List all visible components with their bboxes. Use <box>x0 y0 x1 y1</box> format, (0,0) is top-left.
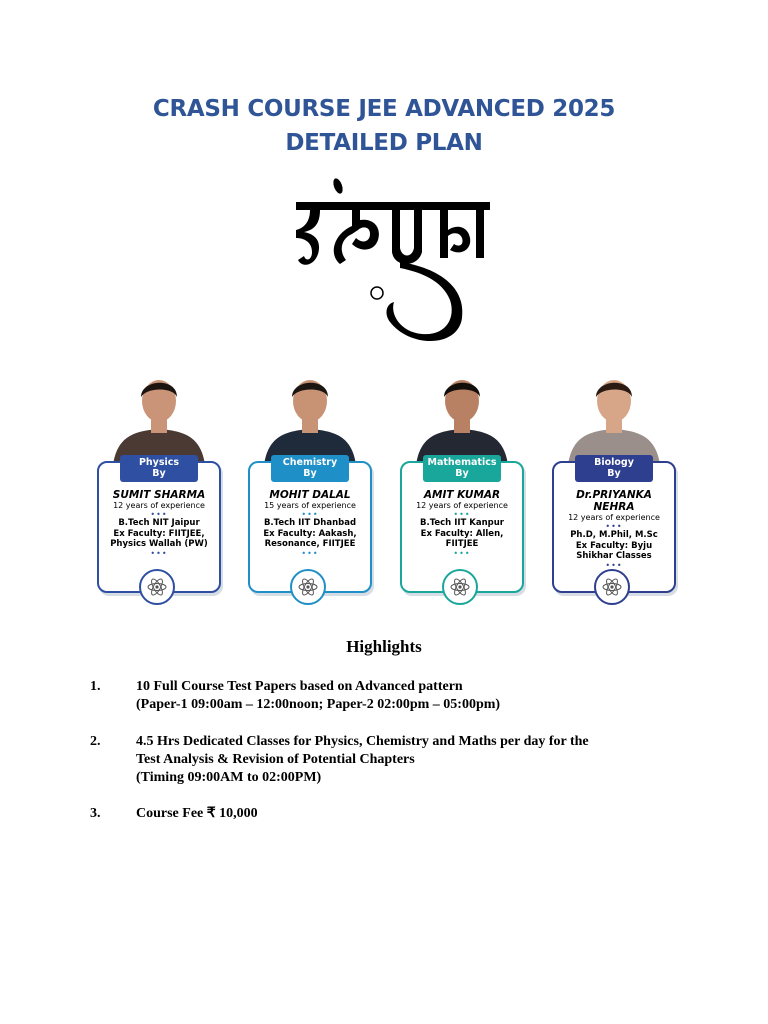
subject-by: By <box>152 468 166 479</box>
faculty-qualification-3: Resonance, FIITJEE <box>264 539 356 549</box>
faculty-photo <box>103 365 215 465</box>
subject-by: By <box>303 468 317 479</box>
page-title: CRASH COURSE JEE ADVANCED 2025 <box>152 96 616 122</box>
subject-tag <box>120 455 198 482</box>
subject-label: Mathematics <box>427 457 497 468</box>
faculty-experience: 12 years of experience <box>416 501 508 510</box>
separator-dots: ••• <box>453 510 471 519</box>
faculty-experience: 12 years of experience <box>568 513 660 522</box>
separator-dots: ••• <box>301 510 319 519</box>
subject-label: Chemistry <box>282 457 338 468</box>
highlights-heading: Highlights <box>346 637 422 656</box>
sankalp-logo <box>290 172 500 352</box>
faculty-name: Dr.PRIYANKA NEHRA <box>576 489 652 513</box>
subject-tag <box>575 455 653 482</box>
subject-label: Physics <box>138 457 180 468</box>
separator-dots: ••• <box>150 548 168 558</box>
atom-icon <box>290 569 326 605</box>
faculty-qualification-1: Ph.D, M.Phil, M.Sc <box>570 530 658 540</box>
list-text: (Timing 09:00AM to 02:00PM) <box>136 770 322 785</box>
separator-dots: ••• <box>605 522 623 531</box>
faculty-qualification-1: B.Tech IIT Dhanbad <box>263 518 357 528</box>
separator-dots: ••• <box>605 560 623 570</box>
separator-dots: ••• <box>453 548 471 558</box>
subject-tag <box>423 455 501 482</box>
separator-dots: ••• <box>301 548 319 558</box>
atom-icon <box>139 569 175 605</box>
list-text: Course Fee ₹ 10,000 <box>136 806 258 821</box>
subject-by: By <box>607 468 621 479</box>
faculty-qualification-1: B.Tech NIT Jaipur <box>118 518 200 528</box>
faculty-experience: 12 years of experience <box>113 501 205 510</box>
list-text: 10 Full Course Test Papers based on Advanced pattern <box>136 679 463 694</box>
list-text: Test Analysis & Revision of Potential Chapters <box>136 752 415 767</box>
faculty-card-mathematics <box>400 365 524 605</box>
faculty-qualification-2: Ex Faculty: Allen, <box>420 528 504 539</box>
faculty-qualification-2: Ex Faculty: FIITJEE, <box>113 528 205 539</box>
faculty-card-chemistry <box>248 365 372 605</box>
faculty-photo <box>406 365 518 465</box>
list-text: (Paper-1 09:00am – 12:00noon; Paper-2 02:00pm – 05:00pm) <box>136 697 501 712</box>
separator-dots: ••• <box>150 510 168 519</box>
subject-by: By <box>455 468 469 479</box>
faculty-qualification-3: FIITJEE <box>445 539 479 549</box>
list-number: 2. <box>90 734 101 749</box>
subject-label: Biology <box>594 457 634 468</box>
faculty-qualification-3: Physics Wallah (PW) <box>110 539 208 549</box>
faculty-card-biology <box>552 365 676 605</box>
faculty-card-physics <box>97 365 221 605</box>
faculty-qualification-3: Shikhar Classes <box>576 551 652 561</box>
page-subtitle: DETAILED PLAN <box>285 130 483 156</box>
list-number: 1. <box>90 679 101 694</box>
list-text: 4.5 Hrs Dedicated Classes for Physics, Chemistry and Maths per day for the <box>136 734 589 749</box>
faculty-photo <box>558 365 670 465</box>
subject-tag <box>271 455 349 482</box>
faculty-qualification-2: Ex Faculty: Byju <box>575 540 653 551</box>
faculty-qualification-2: Ex Faculty: Aakash, <box>263 528 357 539</box>
atom-icon <box>442 569 478 605</box>
faculty-experience: 15 years of experience <box>264 501 356 510</box>
faculty-qualification-1: B.Tech IIT Kanpur <box>420 518 504 528</box>
faculty-photo <box>254 365 366 465</box>
faculty-name: AMIT KUMAR <box>423 489 501 501</box>
faculty-name: SUMIT SHARMA <box>112 489 206 501</box>
list-number: 3. <box>90 806 101 821</box>
atom-icon <box>594 569 630 605</box>
faculty-name: MOHIT DALAL <box>269 489 351 501</box>
